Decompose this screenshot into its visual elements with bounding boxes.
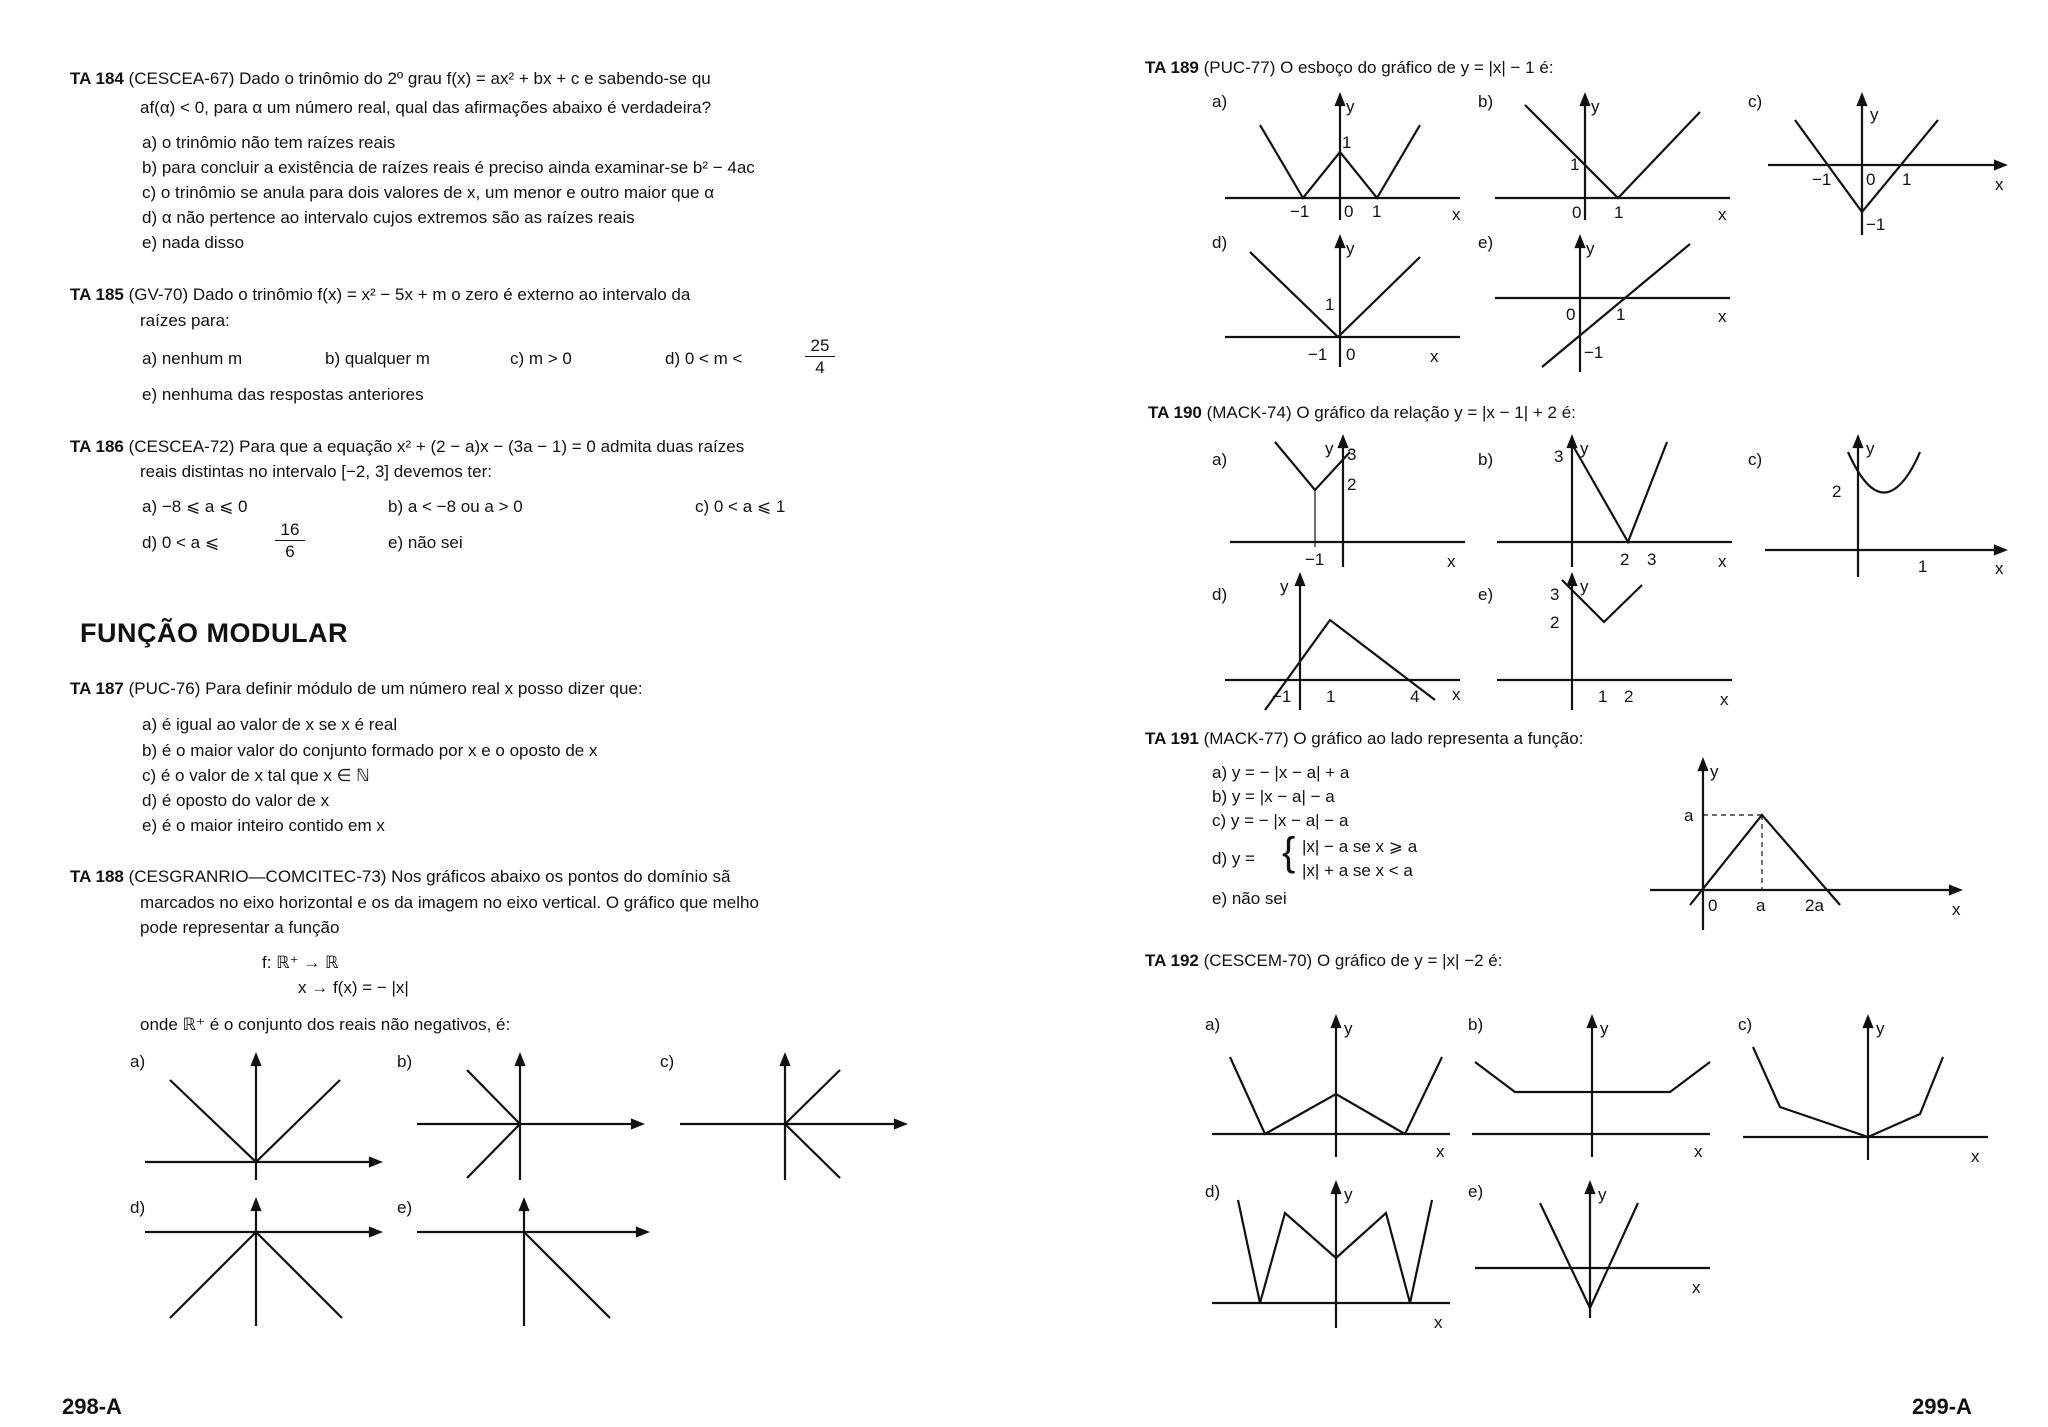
axis-label-x: x — [1692, 1278, 1701, 1297]
question-text: (CESGRANRIO—COMCITEC-73) Nos gráficos abaixo os pontos do domínio sã — [128, 867, 731, 886]
arrowhead — [516, 1055, 524, 1065]
axis-label-y: y — [1325, 439, 1334, 458]
question-187 — [70, 678, 643, 700]
question-number: TA 186 — [70, 437, 124, 456]
axis-label-y: y — [1876, 1019, 1885, 1038]
question-text: (MACK-74) O gráfico da relação y = |x − 1| + 2 é: — [1206, 403, 1576, 422]
arrowhead — [1854, 437, 1862, 447]
option-e: e) não sei — [388, 533, 463, 552]
axis-label-y: y — [1870, 105, 1879, 124]
option-a: a) o trinômio não tem raízes reais — [142, 133, 396, 152]
arrowhead — [781, 1055, 789, 1065]
option-d-case-1: |x| − a se x ⩾ a — [1302, 837, 1418, 856]
tick-label: 1 — [1325, 295, 1335, 314]
axis-label-x: x — [1720, 690, 1729, 709]
option-d-case-2: |x| + a se x < a — [1302, 861, 1413, 880]
tick-label: 1 — [1614, 203, 1624, 222]
question-text: (CESCEA-72) Para que a equação x² + (2 − a)x − (3a − 1) = 0 admita duas raízes — [128, 437, 745, 456]
question-185 — [70, 284, 690, 306]
tick-label: 2 — [1624, 687, 1634, 706]
option-a: a) é igual ao valor de x se x é real — [142, 715, 398, 734]
graph-line — [1753, 1047, 1943, 1137]
arrowhead — [1950, 886, 1960, 894]
axis-label-x: x — [1718, 205, 1727, 224]
axis-label-y: y — [1280, 577, 1289, 596]
option-a-label: a) — [1205, 1015, 1221, 1034]
question-number: TA 184 — [70, 69, 124, 88]
arrowhead — [1995, 161, 2005, 169]
question-text-cont: reais distintas no intervalo [−2, 3] devemos ter: — [140, 462, 492, 481]
graph-192-d — [1210, 1178, 1460, 1338]
arrowhead — [1568, 575, 1576, 585]
question-189 — [1145, 57, 1554, 79]
axis-label-x: x — [1694, 1142, 1703, 1161]
fraction-numerator: 16 — [275, 520, 305, 541]
graph-188-c — [675, 1050, 915, 1190]
tick-label: −1 — [1308, 345, 1328, 364]
graph-188-a — [140, 1050, 390, 1180]
arrowhead — [1339, 437, 1347, 447]
option-e-label: e) — [397, 1198, 413, 1217]
question-188 — [70, 866, 730, 888]
question-184 — [70, 68, 711, 90]
page-number: 298-A — [62, 1394, 122, 1419]
option-b-label: b) — [397, 1052, 413, 1071]
tick-label: 0 — [1566, 305, 1576, 324]
tick-label: 1 — [1342, 133, 1352, 152]
brace-icon: { — [1282, 830, 1296, 874]
option-d-label: d) — [1212, 585, 1228, 604]
tick-label: 3 — [1554, 447, 1564, 466]
question-190 — [1148, 402, 1576, 424]
graph-190-e — [1492, 570, 1742, 720]
question-text-cont: onde ℝ⁺ é o conjunto dos reais não negativos, é: — [140, 1015, 511, 1034]
question-192 — [1145, 950, 1502, 972]
function-def-1: f: ℝ⁺ → ℝ — [262, 953, 339, 972]
axis-label-y: y — [1344, 1019, 1353, 1038]
function-def-2: x → f(x) = − |x| — [298, 978, 409, 997]
question-text: (PUC-77) O esboço do gráfico de y = |x| − 1 é: — [1203, 58, 1554, 77]
tick-label: −1 — [1272, 687, 1292, 706]
axis-label-x: x — [1971, 1147, 1980, 1166]
option-b-label: b) — [1468, 1015, 1484, 1034]
graph-190-d — [1220, 570, 1470, 720]
option-a: a) y = − |x − a| + a — [1212, 763, 1350, 782]
tick-label: a — [1756, 896, 1766, 915]
axis-label-y: y — [1580, 439, 1589, 458]
option-d: d) 0 < a ⩽ — [142, 533, 220, 552]
graph-line — [1562, 580, 1642, 622]
graph-189-b — [1490, 90, 1740, 230]
question-text: (PUC-76) Para definir módulo de um número real x posso dizer que: — [128, 679, 643, 698]
option-d-label: d) — [1212, 233, 1228, 252]
graph-192-a — [1210, 1012, 1460, 1162]
question-191 — [1145, 728, 1583, 750]
tick-label: 1 — [1902, 170, 1912, 189]
axis-label-y: y — [1344, 1185, 1353, 1204]
question-text-cont: af(α) < 0, para α um número real, qual das afirmações abaixo é verdadeira? — [140, 98, 712, 117]
fraction-denominator: 6 — [285, 542, 295, 561]
option-b-label: b) — [1478, 450, 1494, 469]
graph-190-b — [1492, 432, 1742, 577]
tick-label: −1 — [1584, 343, 1604, 362]
question-number: TA 189 — [1145, 58, 1199, 77]
graph-189-c — [1760, 90, 2015, 240]
option-b-label: b) — [1478, 92, 1494, 111]
axis-label-y: y — [1586, 239, 1595, 258]
tick-label: 0 — [1572, 203, 1582, 222]
option-a-label: a) — [1212, 450, 1228, 469]
option-b: b) y = |x − a| − a — [1212, 787, 1335, 806]
tick-label: 2a — [1805, 896, 1824, 915]
axis-label-y: y — [1580, 577, 1589, 596]
tick-label: −1 — [1812, 170, 1832, 189]
graph-line — [1525, 105, 1700, 198]
arrowhead — [1581, 95, 1589, 105]
arrowhead — [1588, 1017, 1596, 1027]
question-number: TA 191 — [1145, 729, 1199, 748]
option-e: e) não sei — [1212, 889, 1287, 908]
tick-label: −1 — [1305, 550, 1325, 569]
arrowhead — [1336, 237, 1344, 247]
option-c: c) m > 0 — [510, 349, 572, 368]
tick-label: 2 — [1832, 482, 1842, 501]
arrowhead — [252, 1200, 260, 1210]
axis-label-y: y — [1710, 762, 1719, 781]
arrowhead — [370, 1158, 380, 1166]
axis-label-y: y — [1346, 239, 1355, 258]
tick-label: 1 — [1918, 557, 1928, 576]
arrowhead — [1332, 1017, 1340, 1027]
arrowhead — [370, 1228, 380, 1236]
tick-label: 1 — [1326, 687, 1336, 706]
question-number: TA 187 — [70, 679, 124, 698]
question-text: (MACK-77) O gráfico ao lado representa a função: — [1203, 729, 1584, 748]
arrowhead — [1576, 237, 1584, 247]
graph-189-d — [1220, 232, 1470, 372]
question-text-cont: pode representar a função — [140, 918, 340, 937]
tick-label: 3 — [1647, 550, 1657, 569]
axis-label-y: y — [1591, 97, 1600, 116]
arrowhead — [1858, 95, 1866, 105]
axis-label-y: y — [1346, 97, 1355, 116]
option-a-label: a) — [130, 1052, 146, 1071]
arrowhead — [632, 1120, 642, 1128]
option-d: d) é oposto do valor de x — [142, 791, 330, 810]
axis-label-x: x — [1718, 552, 1727, 571]
graph-189-a — [1220, 90, 1470, 230]
arrowhead — [895, 1120, 905, 1128]
option-d: d) 0 < m < — [665, 349, 743, 368]
option-b: b) a < −8 ou a > 0 — [388, 497, 523, 516]
question-186 — [70, 436, 744, 458]
arrowhead — [1332, 1183, 1340, 1193]
axis-label-y: y — [1598, 1185, 1607, 1204]
option-a-label: a) — [1212, 92, 1228, 111]
arrowhead — [520, 1200, 528, 1210]
tick-label: a — [1684, 806, 1694, 825]
question-number: TA 192 — [1145, 951, 1199, 970]
axis-label-x: x — [1452, 685, 1461, 704]
option-c: c) y = − |x − a| − a — [1212, 811, 1349, 830]
tick-label: 1 — [1570, 155, 1580, 174]
axis-label-x: x — [1434, 1313, 1443, 1332]
axis-label-x: x — [1952, 900, 1961, 919]
option-c: c) o trinômio se anula para dois valores de x, um menor e outro maior que α — [142, 183, 715, 202]
graph-188-b — [412, 1050, 652, 1190]
section-title: FUNÇÃO MODULAR — [80, 618, 348, 648]
tick-label: 1 — [1372, 202, 1382, 221]
graph-192-c — [1738, 1012, 1993, 1166]
tick-label: 0 — [1866, 170, 1876, 189]
tick-label: 2 — [1550, 613, 1560, 632]
tick-label: 3 — [1550, 585, 1560, 604]
arrowhead — [1995, 546, 2005, 554]
option-e: e) nada disso — [142, 233, 245, 252]
graph-189-e — [1490, 232, 1740, 377]
arrowhead — [1586, 1183, 1594, 1193]
arrowhead — [252, 1055, 260, 1065]
option-b: b) qualquer m — [325, 349, 430, 368]
fraction-denominator: 4 — [815, 358, 825, 377]
arrowhead — [1864, 1017, 1872, 1027]
option-e-label: e) — [1478, 585, 1494, 604]
tick-label: 2 — [1620, 550, 1630, 569]
axis-label-y: y — [1866, 439, 1875, 458]
option-e-label: e) — [1478, 233, 1494, 252]
option-e-label: e) — [1468, 1182, 1484, 1201]
arrowhead — [637, 1228, 647, 1236]
tick-label: 1 — [1616, 305, 1626, 324]
option-b: b) para concluir a existência de raízes reais é preciso ainda examinar-se b² − 4ac — [142, 158, 755, 177]
graph-192-e — [1470, 1178, 1720, 1338]
option-a: a) nenhum m — [142, 349, 243, 368]
option-c-label: c) — [1748, 450, 1763, 469]
axis-label-x: x — [1718, 307, 1727, 326]
graph-190-c — [1760, 432, 2015, 577]
option-b: b) é o maior valor do conjunto formado por x e o oposto de x — [142, 741, 598, 760]
tick-label: 1 — [1598, 687, 1608, 706]
arrowhead — [1699, 760, 1707, 770]
axis-label-x: x — [1995, 559, 2004, 578]
axis-label-x: x — [1452, 205, 1461, 224]
question-text-cont: marcados no eixo horizontal e os da imagem no eixo vertical. O gráfico que melho — [140, 893, 759, 912]
tick-label: 0 — [1346, 345, 1356, 364]
option-d: d) α não pertence ao intervalo cujos extremos são as raízes reais — [142, 208, 635, 227]
question-number: TA 188 — [70, 867, 124, 886]
question-number: TA 190 — [1148, 403, 1202, 422]
question-text-cont: raízes para: — [140, 311, 230, 330]
graph-191 — [1640, 755, 1970, 930]
option-c-label: c) — [1738, 1015, 1753, 1034]
graph-line — [1690, 815, 1840, 905]
option-e: e) nenhuma das respostas anteriores — [142, 385, 424, 404]
option-a: a) −8 ⩽ a ⩽ 0 — [142, 497, 248, 516]
option-c: c) 0 < a ⩽ 1 — [695, 497, 786, 516]
arrowhead — [1336, 95, 1344, 105]
graph-188-d — [140, 1196, 390, 1331]
tick-label: 4 — [1410, 687, 1420, 706]
tick-label: 0 — [1708, 896, 1718, 915]
right-page — [1000, 0, 2048, 1427]
option-c-label: c) — [660, 1052, 675, 1071]
fraction-numerator: 25 — [805, 336, 835, 357]
page-number: 299-A — [1912, 1394, 1972, 1419]
axis-label-y: y — [1600, 1019, 1609, 1038]
option-c-label: c) — [1748, 92, 1763, 111]
option-c: c) é o valor de x tal que x ∈ ℕ — [142, 766, 370, 785]
graph-line — [524, 1232, 610, 1318]
tick-label: 2 — [1347, 475, 1357, 494]
axis-label-x: x — [1995, 175, 2004, 194]
option-d-label: d) — [1205, 1182, 1221, 1201]
question-text: (CESCEM-70) O gráfico de y = |x| −2 é: — [1203, 951, 1503, 970]
option-d-label: d) — [130, 1198, 146, 1217]
axis-label-x: x — [1447, 552, 1456, 571]
question-text: (GV-70) Dado o trinômio f(x) = x² − 5x + m o zero é externo ao intervalo da — [128, 285, 691, 304]
left-page — [0, 0, 1000, 1427]
axis-label-x: x — [1430, 347, 1439, 366]
graph-188-e — [412, 1196, 662, 1331]
arrowhead — [1296, 575, 1304, 585]
option-d: d) y = — [1212, 849, 1255, 868]
tick-label: −1 — [1290, 202, 1310, 221]
option-e: e) é o maior inteiro contido em x — [142, 816, 385, 835]
tick-label: 3 — [1347, 445, 1357, 464]
graph-line — [1275, 442, 1350, 490]
tick-label: −1 — [1866, 215, 1886, 234]
question-text: (CESCEA-67) Dado o trinômio do 2º grau f(x) = ax² + bx + c e sabendo-se qu — [128, 69, 711, 88]
axis-label-x: x — [1436, 1142, 1445, 1161]
graph-190-a — [1225, 432, 1475, 572]
question-number: TA 185 — [70, 285, 124, 304]
tick-label: 0 — [1344, 202, 1354, 221]
graph-192-b — [1470, 1012, 1720, 1162]
graph-line — [1250, 252, 1420, 337]
